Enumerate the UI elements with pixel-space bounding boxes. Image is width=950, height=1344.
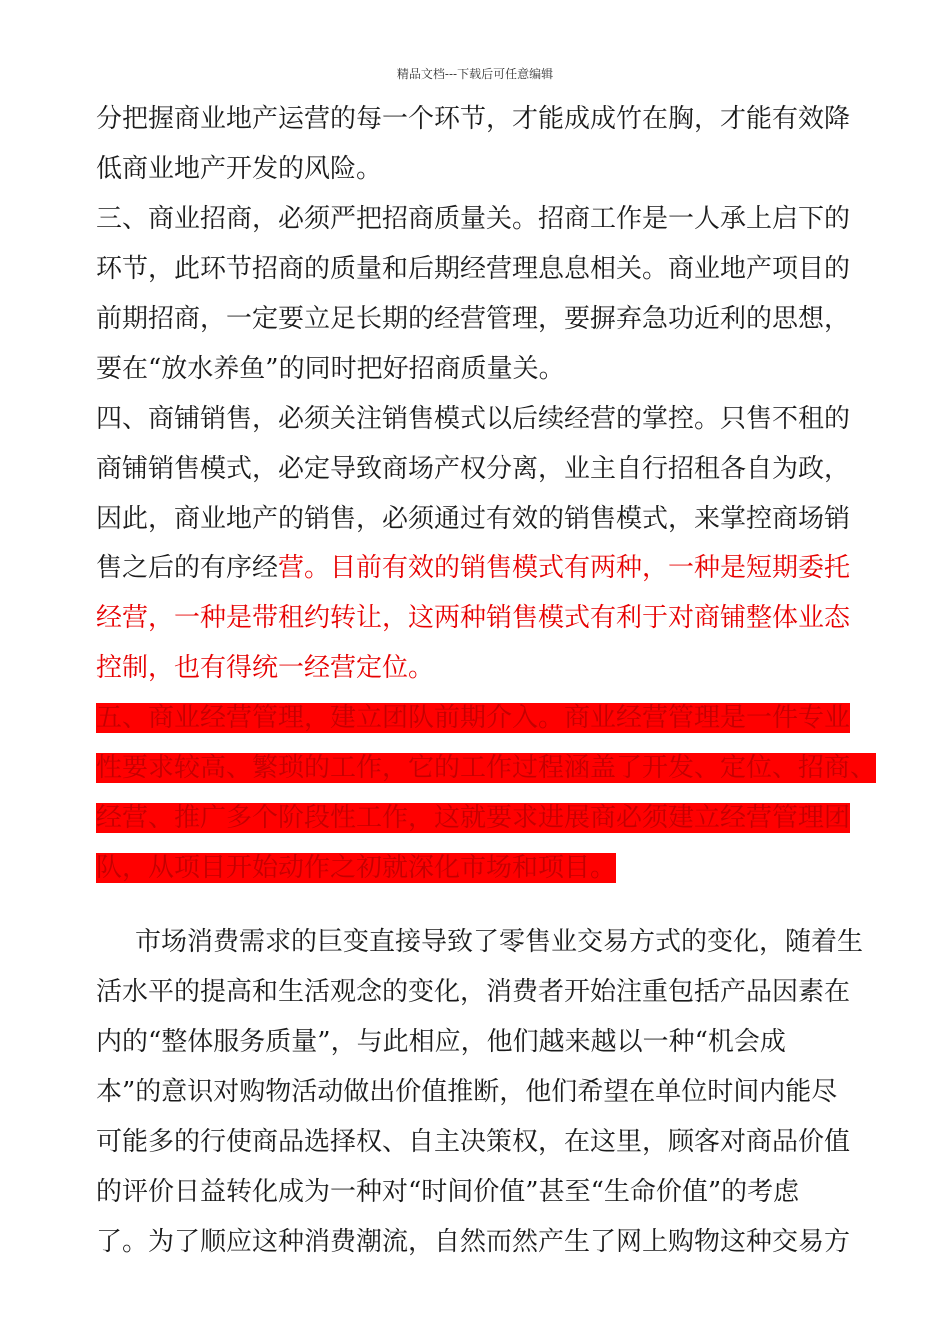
text-line: 本”的意识对购物活动做出价值推断，他们希望在单位时间内能尽: [96, 1077, 838, 1107]
highlighted-line: [96, 696, 850, 740]
text-line: 环节，此环节招商的质量和后期经营理息息相关。商业地产项目的: [96, 254, 851, 284]
text-line: 要在“放水养鱼”的同时把好招商质量关。: [96, 354, 565, 384]
text-line: 四、商铺销售，必须关注销售模式以后续经营的掌控。只售不租的: [96, 404, 851, 434]
text-line: 商铺销售模式，必定导致商场产权分离，业主自行招租各自为政，: [96, 454, 851, 484]
text-line: 分把握商业地产运营的每一个环节，才能成成竹在胸，才能有效降: [96, 104, 851, 134]
text-line: 可能多的行使商品选择权、自主决策权，在这里，顾客对商品价值: [96, 1127, 851, 1157]
highlighted-text: 五、商业经营管理，建立团队前期介入。商业经营管理是一件专业: [96, 703, 851, 733]
highlighted-text: 性要求较高、繁琐的工作，它的工作过程涵盖了开发、定位、招商、: [96, 753, 877, 783]
highlighted-text: 经营、推广多个阶段性工作，这就要求进展商必须建立经营管理团: [96, 803, 851, 833]
text-line: 因此，商业地产的销售，必须通过有效的销售模式，来掌控商场销: [96, 504, 851, 534]
text-line: 低商业地产开发的风险。: [96, 154, 383, 184]
text-line: 三、商业招商，必须严把招商质量关。招商工作是一人承上启下的: [96, 204, 851, 234]
text-line: 内的“整体服务质量”，与此相应，他们越来越以一种“机会成: [96, 1027, 786, 1057]
red-text-line: 控制，也有得统一经营定位。: [96, 653, 435, 683]
text-line: 活水平的提高和生活观念的变化，消费者开始注重包括产品因素在: [96, 977, 851, 1007]
paragraph-first-line: 市场消费需求的巨变直接导致了零售业交易方式的变化，随着生: [135, 927, 864, 957]
text-line: 了。为了顺应这种消费潮流，自然而然产生了网上购物这种交易方: [96, 1227, 851, 1257]
text-line: 前期招商，一定要立足长期的经营管理，要摒弃急功近利的思想，: [96, 304, 851, 334]
highlighted-text: 队，从项目开始动作之初就深化市场和项目。: [96, 853, 617, 883]
page-header: 精品文档---下载后可任意编辑: [396, 67, 554, 81]
text-line: 的评价日益转化成为一种对“时间价值”甚至“生命价值”的考虑: [96, 1177, 800, 1207]
red-text-segment: 营。目前有效的销售模式有两种，一种是短期委托: [278, 553, 851, 583]
highlighted-line: [96, 796, 850, 840]
red-text-line: 经营，一种是带租约转让，这两种销售模式有利于对商铺整体业态: [96, 603, 851, 633]
text-segment: 售之后的有序经: [96, 553, 279, 583]
highlighted-line: [96, 846, 616, 890]
highlighted-line: [96, 746, 876, 790]
text-line-mixed: [96, 546, 850, 590]
